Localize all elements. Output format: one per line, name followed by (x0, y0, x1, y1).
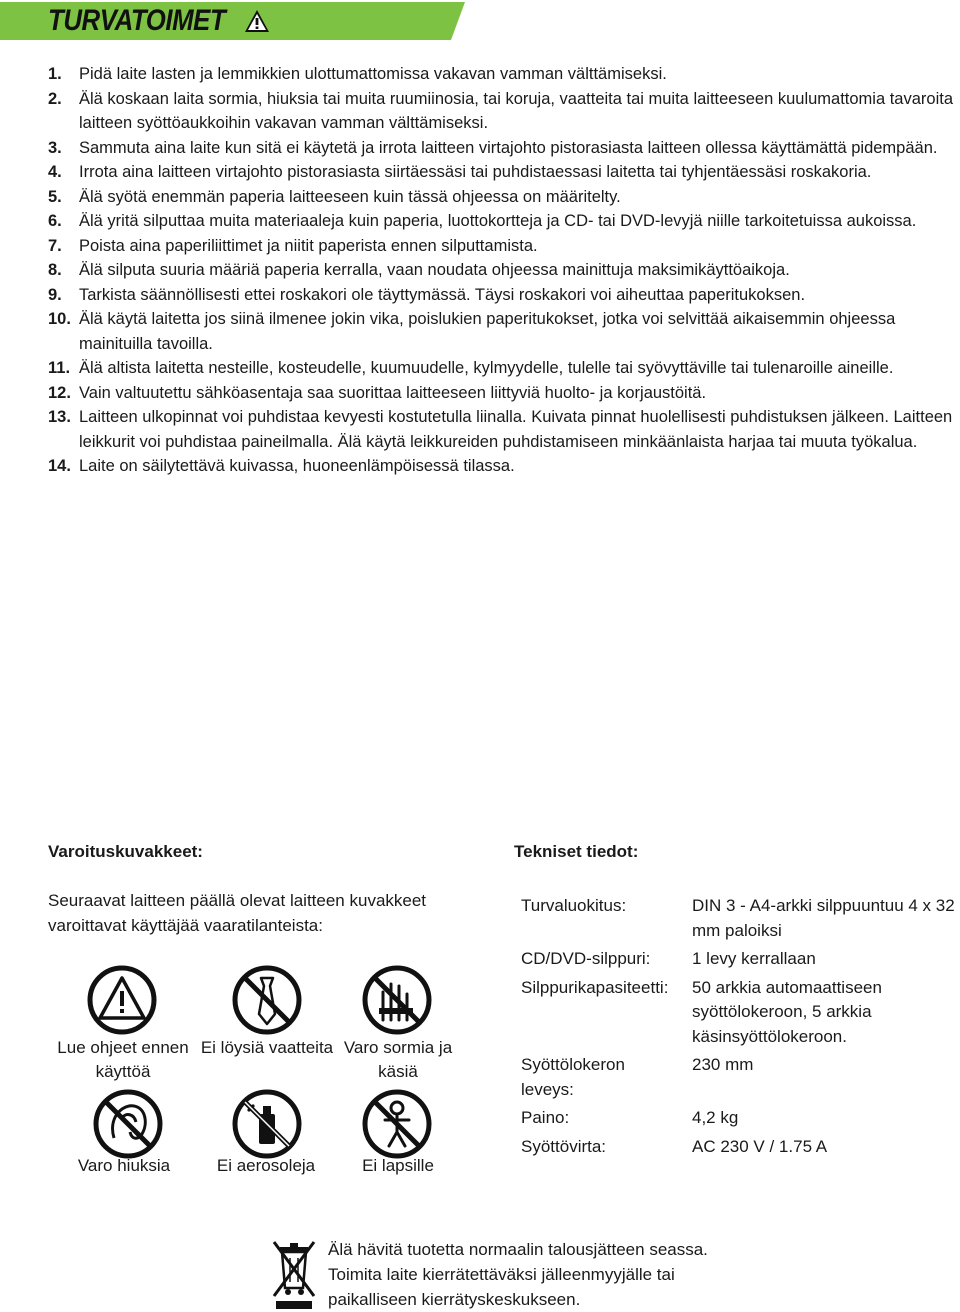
no-aerosol-icon (231, 1088, 303, 1160)
list-item: 14. Laite on säilytettävä kuivassa, huoneenlämpöisessä tilassa. (48, 457, 515, 475)
table-row: Paino: 4,2 kg (521, 1108, 739, 1127)
icon-label: Varo sormia ja käsiä (343, 1038, 453, 1081)
list-item: 5. Älä syötä enemmän paperia laitteeseen kuin tässä ohjeessa on määritelty. (48, 187, 621, 206)
table-row: Silppurikapasiteetti: 50 arkkia automaattiseen syöttölokeroon, 5 arkkia käsinsyöttölokeroon. (521, 977, 882, 1046)
icon-label: Ei lapsille (362, 1156, 434, 1175)
table-row: Syöttövirta: AC 230 V / 1.75 A (521, 1136, 828, 1156)
no-hair-icon (92, 1088, 164, 1160)
table-row: CD/DVD-silppuri: 1 levy kerrallaan (521, 949, 816, 968)
warnings-heading: Varoituskuvakkeet: (48, 842, 203, 861)
page-title-text: TURVATOIMET (48, 4, 226, 37)
table-row: Syöttölokeron leveys: 230 mm (521, 1055, 754, 1099)
no-children-icon (361, 1088, 433, 1160)
icon-label: Ei aerosoleja (216, 1156, 316, 1175)
warning-triangle-icon (244, 9, 270, 33)
list-item: 1. Pidä laite lasten ja lemmikkien ulottumattomissa vakavan vamman välttämiseksi. (48, 65, 667, 83)
list-item: 7. Poista aina paperiliittimet ja niitit paperista ennen silputtamista. (48, 236, 538, 255)
list-item: 2. Älä koskaan laita sormia, hiuksia tai muita ruumiinosia, tai koruja, vaatteita tai muita laitteeseen kuulumattomia tavaroita laitteen syöttöaukkoihin vakavan vamman välttämiseksi. (48, 89, 954, 132)
table-row: Turvaluokitus: DIN 3 - A4-arkki silppuuntuu 4 x 32 mm paloiksi (521, 896, 955, 940)
icon-label: Varo hiuksia (77, 1156, 171, 1175)
list-item: 11. Älä altista laitetta nesteille, kosteudelle, kuumuudelle, kylmyydelle, tulelle tai syövyttäville tai tulenaroille aineille. (48, 359, 894, 377)
specs-heading: Tekniset tiedot: (514, 842, 639, 861)
list-item: 9. Tarkista säännöllisesti ettei roskakori ole täyttymässä. Täysi roskakori voi aiheuttaa paperitukoksen. (48, 285, 806, 304)
disposal-text: Älä hävitä tuotetta normaalin talousjätteen seassa. Toimita laite kierrätettäväksi jälleenmyyjälle tai paikalliseen kierrätyskeskukseen. (328, 1240, 708, 1309)
list-item: 3. Sammuta aina laite kun sitä ei käytetä ja irrota laitteen virtajohto pistorasiasta laitteen ollessa käyttämättä pidempään. (48, 138, 938, 157)
icon-label: Ei löysiä vaatteita (200, 1038, 334, 1057)
no-hands-icon (361, 964, 433, 1036)
list-item: 8. Älä silputa suuria määriä paperia kerralla, vaan noudata ohjeessa mainittuja maksimikäyttöaikoja. (48, 261, 790, 279)
safety-rules-list (48, 62, 960, 479)
warning-triangle-icon (86, 964, 158, 1036)
list-item: 13. Laitteen ulkopinnat voi puhdistaa kevyesti kostutetulla liinalla. Kuivata pinnat huolellisesti puhdistuksen jälkeen. Laitteen leikkurit voi puhdistaa paineilmalla. Älä käytä leikkureiden puhdistamiseen minkäänlaista harjaa tai muuta työkalua. (48, 408, 953, 451)
specs-table (521, 894, 957, 1163)
no-tie-icon (231, 964, 303, 1036)
warnings-intro: Seuraavat laitteen päällä olevat laitteen kuvakkeet varoittavat käyttäjää vaaratilanteista: (48, 891, 427, 935)
page-title (48, 4, 270, 38)
list-item: 10. Älä käytä laitetta jos siinä ilmenee jokin vika, poislukien paperitukokset, jotka voi selvittää aikaisemmin ohjeessa mainituilla tavoilla. (48, 310, 896, 353)
icon-label: Lue ohjeet ennen käyttöä (57, 1038, 189, 1081)
weee-bin-icon (270, 1238, 318, 1310)
list-item: 4. Irrota aina laitteen virtajohto pistorasiasta siirtäessäsi tai puhdistaessasi laitetta tai tyhjentäessäsi roskakoria. (48, 163, 872, 181)
list-item: 12. Vain valtuutettu sähköasentaja saa suorittaa laitteeseen liittyviä huolto- ja korjaustöitä. (48, 383, 707, 402)
list-item: 6. Älä yritä silputtaa muita materiaaleja kuin paperia, luottokortteja ja CD- tai DVD-levyjä niille tarkoitetuissa aukoissa. (48, 212, 917, 230)
